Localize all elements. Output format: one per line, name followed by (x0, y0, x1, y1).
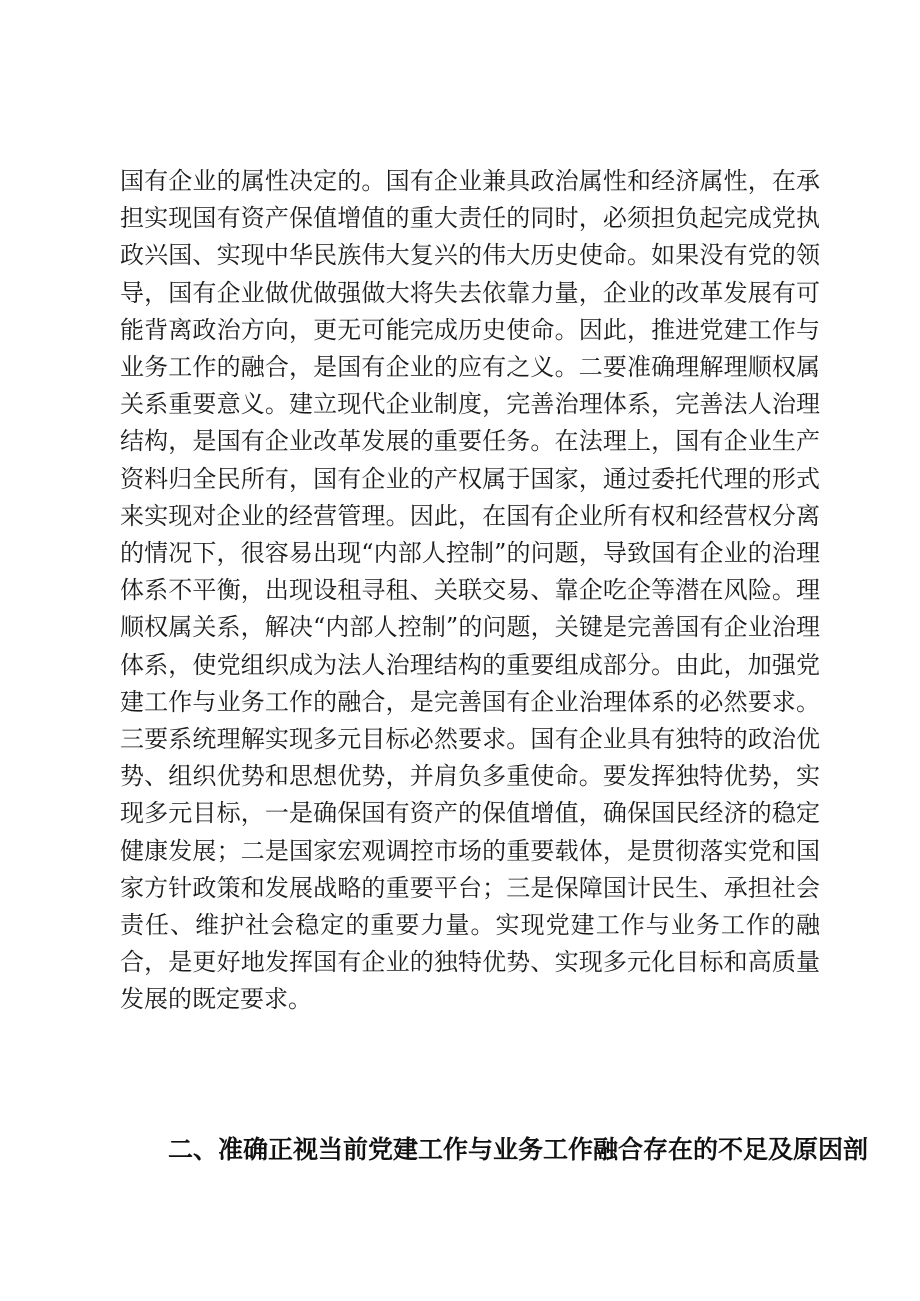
section-heading: 二、准确正视当前党建工作与业务工作融合存在的不足及原因剖 (168, 1135, 869, 1164)
body-paragraph: 国有企业的属性决定的。国有企业兼具政治属性和经济属性，在承担实现国有资产保值增值的重大责任的同时，必须担负起完成党执政兴国、实现中华民族伟大复兴的伟大历史使命。如果没有党的领导，国有企业做优做强做大将失去依靠力量，企业的改革发展有可能背离政治方向，更无可能完成历史使命。因此，推进党建工作与业务工作的融合，是国有企业的应有之义。二要准确理解理顺权属关系重要意义。建立现代企业制度，完善治理体系，完善法人治理结构，是国有企业改革发展的重要任务。在法理上，国有企业生产资料归全民所有，国有企业的产权属于国家，通过委托代理的形式来实现对企业的经营管理。因此，在国有企业所有权和经营权分离的情况下，很容易出现“内部人控制”的问题，导致国有企业的治理体系不平衡，出现设租寻租、关联交易、靠企吃企等潜在风险。理顺权属关系，解决“内部人控制”的问题，关键是完善国有企业治理体系，使党组织成为法人治理结构的重要组成部分。由此，加强党建工作与业务工作的融合，是完善国有企业治理体系的必然要求。三要系统理解实现多元目标必然要求。国有企业具有独特的政治优势、组织优势和思想优势，并肩负多重使命。要发挥独特优势，实现多元目标，一是确保国有资产的保值增值，确保国民经济的稳定健康发展；二是国家宏观调控市场的重要载体，是贯彻落实党和国家方针政策和发展战略的重要平台；三是保障国计民生、承担社会责任、维护社会稳定的重要力量。实现党建工作与业务工作的融合，是更好地发挥国有企业的独特优势、实现多元化目标和高质量发展的既定要求。 (120, 167, 820, 1014)
